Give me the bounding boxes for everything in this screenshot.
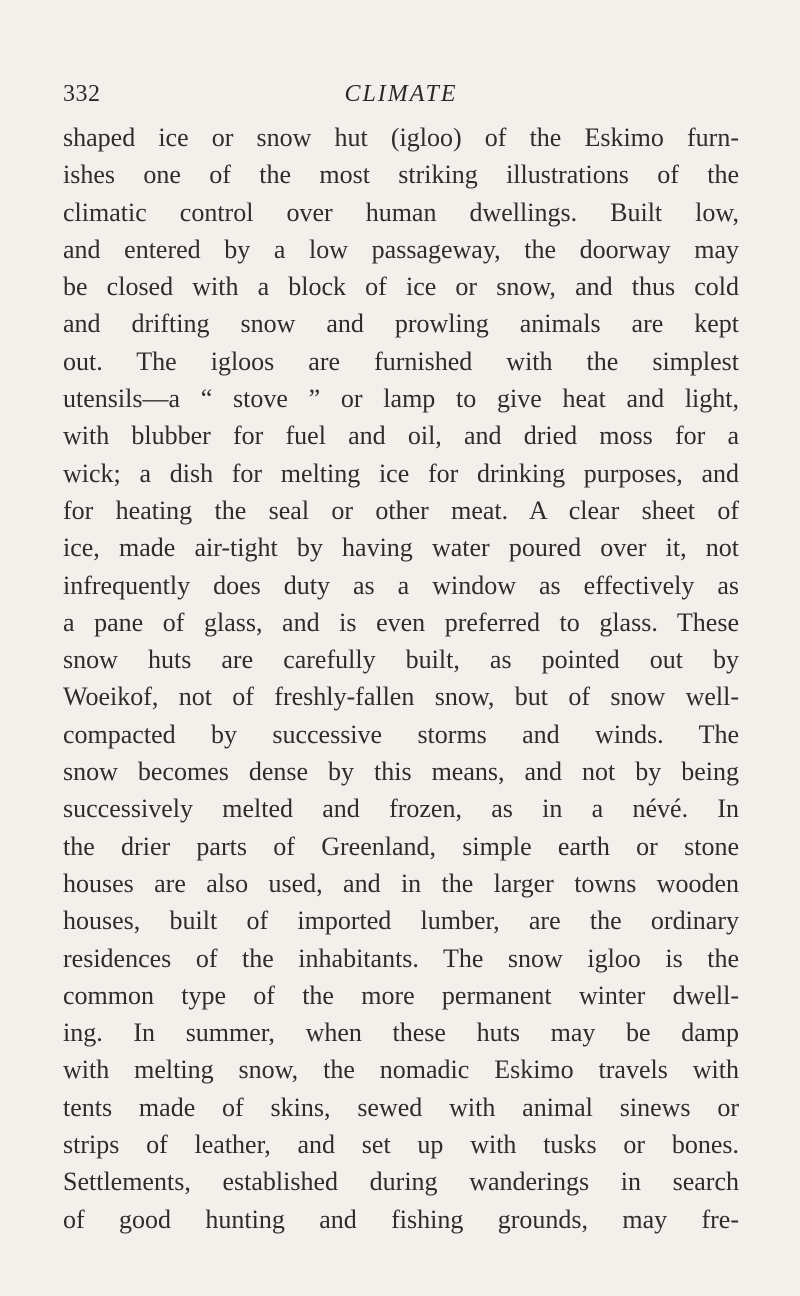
text-line: shaped ice or snow hut (igloo) of the Eskimo furn- [63,123,739,152]
body-text [63,119,739,1238]
text-line: Woeikof, not of freshly-fallen snow, but of snow well- [63,682,739,712]
text-line: the drier parts of Greenland, simple earth or stone [63,831,739,861]
text-line: successively melted and frozen, as in a névé. In [63,794,739,824]
text-line: ishes one of the most striking illustrations of the [63,160,739,190]
text-line: common type of the more permanent winter dwell- [63,980,739,1010]
text-line: snow huts are carefully built, as pointed out by [63,645,739,675]
text-line: and drifting snow and prowling animals are kept [63,309,739,339]
text-line: out. The igloos are furnished with the simplest [63,346,739,376]
page-header [63,76,739,112]
text-line: wick; a dish for melting ice for drinking purposes, and [63,458,739,488]
page-number: 332 [63,81,101,107]
text-line: climatic control over human dwellings. Built low, [63,197,739,227]
text-line: ice, made air-tight by having water poured over it, not [63,533,739,563]
text-line: utensils—a “ stove ” or lamp to give heat and light, [63,384,739,414]
text-line: houses are also used, and in the larger towns wooden [63,868,739,898]
text-line: for heating the seal or other meat. A clear sheet of [63,495,739,525]
text-line: and entered by a low passageway, the doorway may [63,234,739,264]
text-line: Settlements, established during wanderings in search [63,1167,739,1197]
text-line: houses, built of imported lumber, are the ordinary [63,906,739,936]
text-line: with blubber for fuel and oil, and dried moss for a [63,421,739,451]
text-line: be closed with a block of ice or snow, and thus cold [63,272,739,302]
text-line: a pane of glass, and is even preferred to glass. These [63,607,739,637]
text-line: of good hunting and fishing grounds, may fre- [63,1204,739,1234]
text-line: strips of leather, and set up with tusks or bones. [63,1130,739,1160]
text-line: with melting snow, the nomadic Eskimo travels with [63,1055,739,1085]
text-line: infrequently does duty as a window as effectively as [63,570,739,600]
text-line: residences of the inhabitants. The snow igloo is the [63,943,739,973]
text-line: compacted by successive storms and winds. The [63,719,739,749]
text-line: snow becomes dense by this means, and not by being [63,757,739,787]
text-line: tents made of skins, sewed with animal sinews or [63,1092,739,1122]
text-line: ing. In summer, when these huts may be damp [63,1018,739,1048]
running-head: CLIMATE [344,81,458,107]
